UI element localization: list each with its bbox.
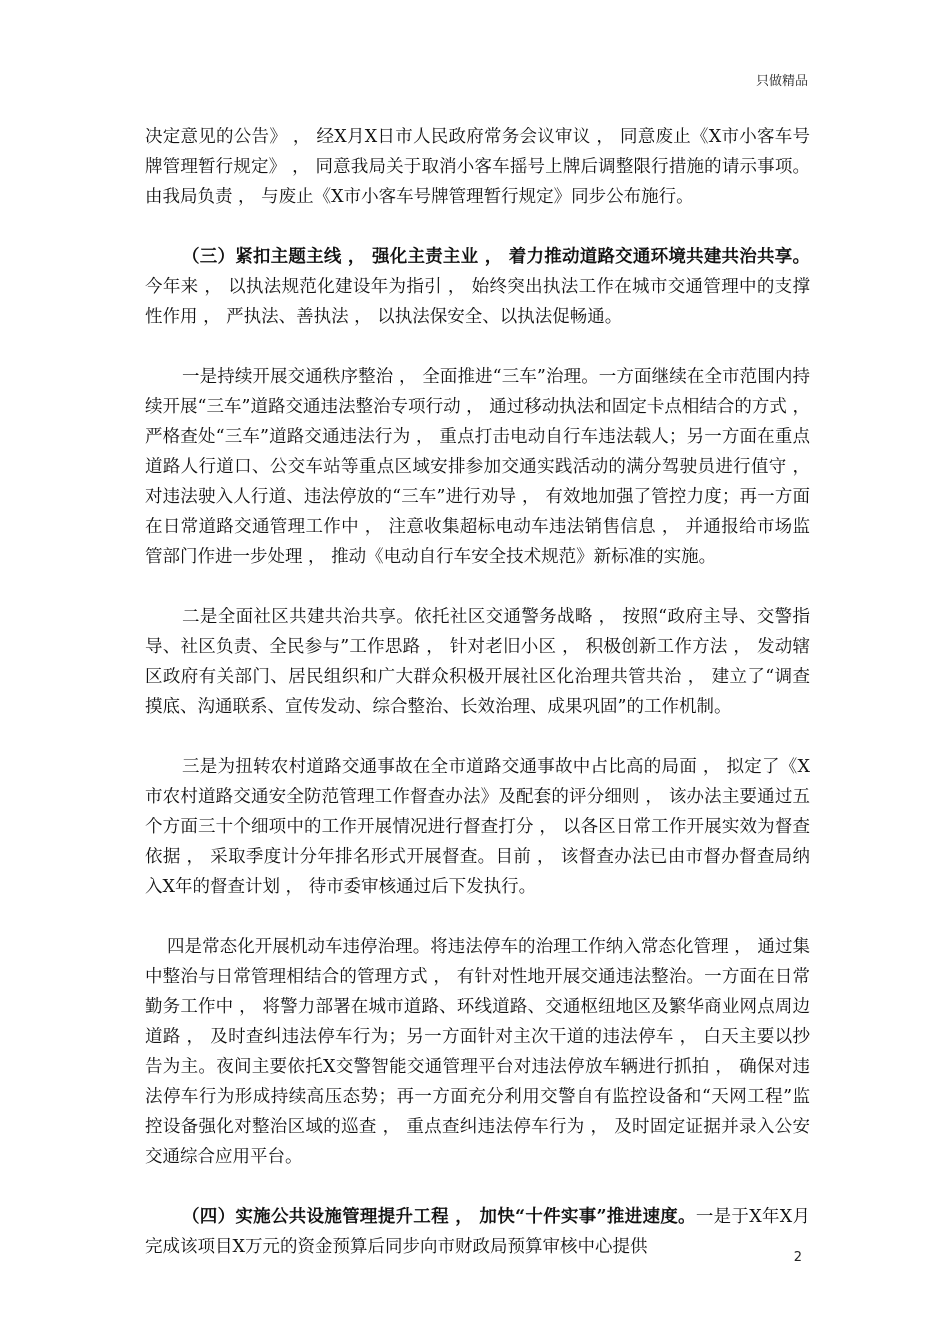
paragraph-text: 一是持续开展交通秩序整治 ， 全面推进“三车”治理。一方面继续在全市范围内持续开展“三车”道路交通违法整治专项行动 ， 通过移动执法和固定卡点相结合的方式 ， 严格查处“三车”道路交通违法行为 ， 重点打击电动自行车违法载人；另一方面在重点道路人行道口、公交车站等重点区域安排参加交通实践活动的满分驾驶员进行值守 ， 对违法驶入人行道、违法停放的“三车”进行劝导 ， 有效地加强了管控力度；再一方面在日常道路交通管理工作中 ， 注意收集超标电动车违法销售信息 ， 并通报给市场监管部门作进一步处理 ， 推动《电动自行车安全技术规范》新标准的实施。 — [145, 367, 810, 567]
paragraph-text: 四是常态化开展机动车违停治理。将违法停车的治理工作纳入常态化管理 ， 通过集中整治与日常管理相结合的管理方式 ， 有针对性地开展交通违法整治。一方面在日常勤务工作中 ， 将警力部署在城市道路、环线道路、交通枢纽地区及繁华商业网点周边道路 ， 及时查纠违法停车行为；另一方面针对主次干道的违法停车 ， 白天主要以抄告为主。夜间主要依托X交警智能交通管理平台对违法停放车辆进行抓拍 ， 确保对违法停车行为形成持续高压态势；再一方面充分利用交警自有监控设备和“天网工程”监控设备强化对整治区域的巡查 ， 重点查纠违法停车行为 ， 及时固定证据并录入公安交通综合应用平台。 — [145, 937, 810, 1167]
document-body — [145, 122, 810, 1262]
paragraph-section-three — [145, 242, 810, 332]
paragraph-item-three — [145, 752, 810, 902]
paragraph-item-one — [145, 362, 810, 572]
paragraph-text: 二是全面社区共建共治共享。依托社区交通警务战略 ， 按照“政府主导、交警指导、社区负责、全民参与”工作思路 ， 针对老旧小区 ， 积极创新工作方法 ， 发动辖区政府有关部门、居民组织和广大群众积极开展社区化治理共管共治 ， 建立了“调查摸底、沟通联系、宣传发动、综合整治、长效治理、成果巩固”的工作机制。 — [145, 607, 810, 717]
paragraph-text: 一是于X年X月完成该项目X万元的资金预算后同步向市财政局预算审核中心提供 — [145, 1207, 810, 1257]
section-heading: （四）实施公共设施管理提升工程 ， 加快“十件实事”推进速度。 — [182, 1207, 696, 1227]
paragraph-text: 今年来 ， 以执法规范化建设年为指引 ， 始终突出执法工作在城市交通管理中的支撑性作用 ， 严执法、善执法 ， 以执法保安全、以执法促畅通。 — [145, 277, 810, 327]
paragraph-item-two — [145, 602, 810, 722]
paragraph-text: 决定意见的公告》 ， 经X月X日市人民政府常务会议审议 ， 同意废止《X市小客车号牌管理暂行规定》 ， 同意我局关于取消小客车摇号上牌后调整限行措施的请示事项。由我局负责 ， 与废止《X市小客车号牌管理暂行规定》同步公布施行。 — [145, 127, 810, 207]
section-heading: （三）紧扣主题主线 ， 强化主责主业 ， 着力推动道路交通环境共建共治共享。 — [182, 247, 810, 267]
paragraph-section-four — [145, 1202, 810, 1262]
page-number: 2 — [793, 1250, 802, 1265]
paragraph-text: 三是为扭转农村道路交通事故在全市道路交通事故中占比高的局面 ， 拟定了《X市农村道路交通安全防范管理工作督查办法》及配套的评分细则 ， 该办法主要通过五个方面三十个细项中的工作开展情况进行督查打分 ， 以各区日常工作开展实效为督查依据 ， 采取季度计分年排名形式开展督查。目前 ， 该督查办法已由市督办督查局纳入X年的督查计划 ， 待市委审核通过后下发执行。 — [145, 757, 810, 897]
paragraph-continuation — [145, 122, 810, 212]
paragraph-item-four — [145, 932, 810, 1172]
header-note: 只做精品 — [755, 74, 808, 89]
